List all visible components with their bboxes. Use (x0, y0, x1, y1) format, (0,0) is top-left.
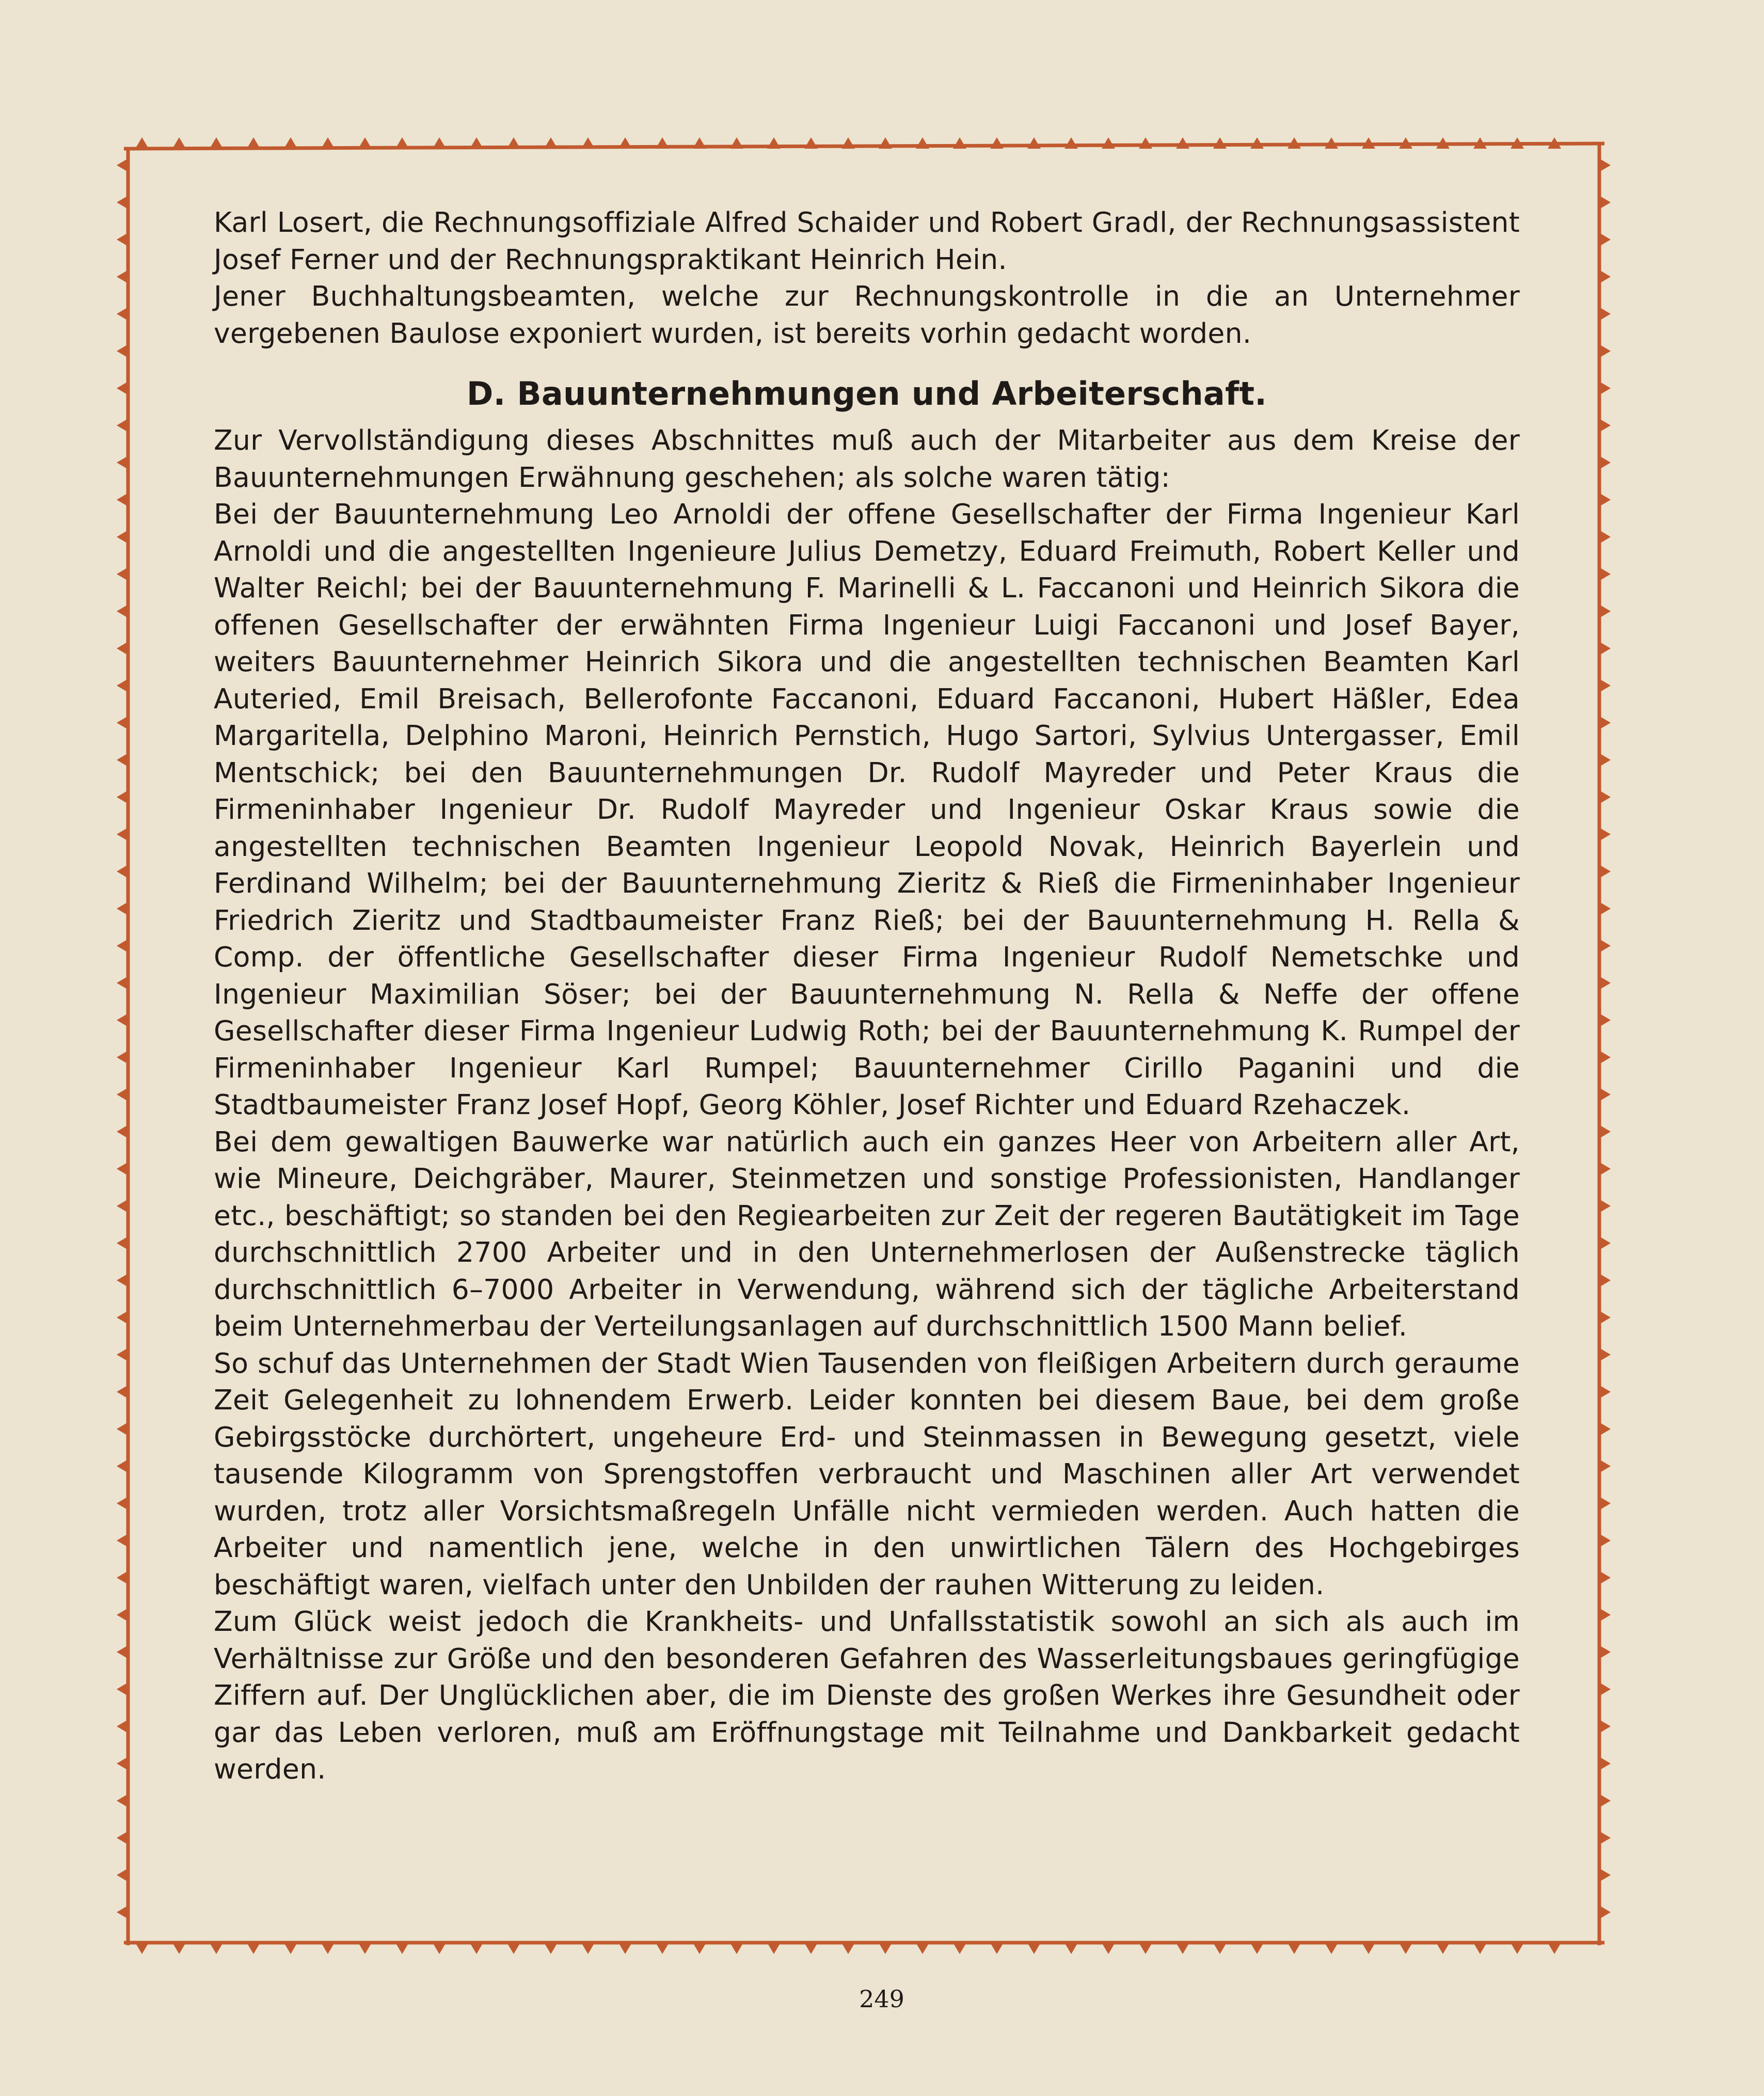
border-ornament (117, 1236, 128, 1250)
border-ornament (804, 1943, 818, 1954)
border-ornament (1548, 1943, 1561, 1954)
border-ornament (1599, 530, 1611, 544)
border-ornament (1599, 1236, 1611, 1250)
border-ornament (1064, 1943, 1078, 1954)
border-ornament (117, 233, 128, 246)
border-ornament (117, 753, 128, 767)
border-ornament (284, 137, 297, 149)
border-ornament (507, 1943, 520, 1954)
border-ornament (953, 1943, 966, 1954)
border-ornament (1599, 382, 1611, 395)
border-ornament (117, 1162, 128, 1176)
border-ornament (730, 137, 743, 149)
border-ornament (1599, 344, 1611, 358)
border-ornament (117, 902, 128, 915)
border-ornament (1599, 716, 1611, 729)
border-ornament (1599, 976, 1611, 990)
border-ornament (117, 679, 128, 692)
page-text (214, 204, 1520, 1788)
border-ornament (1436, 1943, 1450, 1954)
border-ornament (1288, 1943, 1301, 1954)
border-ornament (172, 1943, 186, 1954)
border-ornament (1599, 567, 1611, 581)
border-ornament (395, 1943, 409, 1954)
border-ornament (1599, 1385, 1611, 1399)
border-ornament (247, 137, 260, 149)
border-ornament (990, 1943, 1004, 1954)
border-ornament (1599, 1497, 1611, 1510)
border-ornament (117, 1051, 128, 1064)
border-ornament (117, 1311, 128, 1324)
border-ornament (470, 137, 483, 149)
border-ornament (321, 137, 335, 149)
border-ornament (1176, 137, 1189, 149)
border-ornament (117, 605, 128, 618)
border-ornament (1599, 233, 1611, 246)
border-ornament (1599, 1274, 1611, 1287)
border-ornament (1599, 1831, 1611, 1845)
border-ornament (247, 1943, 260, 1954)
border-ornament (1599, 679, 1611, 692)
border-ornament (1599, 1348, 1611, 1361)
border-ornament (1599, 158, 1611, 172)
border-ornament (117, 1013, 128, 1027)
border-ornament (1599, 753, 1611, 767)
border-ornament (1599, 1906, 1611, 1919)
border-ornament (1599, 1608, 1611, 1622)
border-ornament (1599, 902, 1611, 915)
border-ornament (1362, 1943, 1375, 1954)
border-ornament (135, 1943, 149, 1954)
border-ornament (117, 1274, 128, 1287)
border-ornament (135, 137, 149, 149)
border-ornament (210, 137, 223, 149)
border-ornament (1139, 1943, 1152, 1954)
border-ornament (117, 1571, 128, 1584)
border-ornament (117, 1757, 128, 1770)
border-ornament (1325, 1943, 1338, 1954)
border-ornament (117, 1459, 128, 1473)
border-ornament (117, 456, 128, 469)
border-ornament (117, 1831, 128, 1845)
border-ornament (321, 1943, 335, 1954)
border-ornament (433, 1943, 446, 1954)
border-ornament (1599, 1720, 1611, 1733)
border-ornament (1027, 1943, 1041, 1954)
border-ornament (953, 137, 966, 149)
border-ornament (117, 1199, 128, 1213)
border-ornament (841, 137, 855, 149)
border-ornament (990, 137, 1004, 149)
border-ornament (1599, 1459, 1611, 1473)
border-ornament (804, 137, 818, 149)
border-ornament (117, 307, 128, 321)
page-number: 249 (859, 1985, 904, 2013)
border-ornament (693, 137, 706, 149)
border-ornament (581, 137, 595, 149)
border-ornament (1599, 939, 1611, 952)
border-ornament (117, 1497, 128, 1510)
border-ornament (1599, 1571, 1611, 1584)
border-ornament (1599, 493, 1611, 506)
border-ornament (117, 382, 128, 395)
border-ornament (1176, 1943, 1189, 1954)
border-ornament (1213, 1943, 1227, 1954)
border-ornament (1102, 1943, 1115, 1954)
border-ornament (117, 1088, 128, 1101)
border-ornament (117, 344, 128, 358)
border-ornament (1599, 1311, 1611, 1324)
border-ornament (1599, 1422, 1611, 1436)
border-ornament (916, 1943, 929, 1954)
border-ornament (117, 976, 128, 990)
border-ornament (117, 1385, 128, 1399)
border-ornament (1599, 1645, 1611, 1659)
border-ornament (117, 1794, 128, 1807)
paragraph: Jener Buchhaltungsbeamten, welche zur Rechnungskontrolle in die an Unternehmer vergebenen Baulose exponiert wurden, ist bereits vorhin gedacht worden. (214, 280, 1520, 350)
border-ornament (395, 137, 409, 149)
border-ornament (544, 1943, 558, 1954)
border-ornament (117, 158, 128, 172)
border-ornament (117, 530, 128, 544)
border-ornament (1064, 137, 1078, 149)
border-ornament (117, 1608, 128, 1622)
border-ornament (117, 865, 128, 878)
border-ornament (210, 1943, 223, 1954)
border-ornament (1599, 1534, 1611, 1547)
border-ornament (117, 1645, 128, 1659)
border-ornament (1599, 1757, 1611, 1770)
border-ornament (1599, 1868, 1611, 1882)
paragraph: Zum Glück weist jedoch die Krankheits- und Unfallsstatistik sowohl an sich als auch im Verhältnisse zur Größe und den besonderen Gefahren des Wasserleitungsbaues geringfügige Ziffern auf. Der Unglücklichen aber, die im Dienste des großen Werkes ihre Gesundheit oder gar das Leben verloren, muß am Eröffnungstage mit Teilnahme und Dankbarkeit gedacht werden. (214, 1605, 1520, 1785)
border-ornament (117, 567, 128, 581)
border-ornament (767, 137, 781, 149)
border-ornament (1599, 1162, 1611, 1176)
border-ornament (507, 137, 520, 149)
border-ornament (358, 137, 372, 149)
border-ornament (1399, 1943, 1412, 1954)
border-ornament (117, 1682, 128, 1696)
border-ornament (117, 196, 128, 209)
border-ornament (117, 270, 128, 283)
paragraph: So schuf das Unternehmen der Stadt Wien Tausenden von fleißigen Arbeitern durch geraume Zeit Gelegenheit zu lohnendem Erwerb. Leider konnten bei diesem Baue, bei dem große Gebirgsstöcke durchörtert, ungeheure Erd- und Steinmassen in Bewegung gesetzt, viele tausende Kilogramm von Sprengstoffen verbraucht und Maschinen aller Art verwendet wurden, trotz aller Vorsichtsmaßregeln Unfälle nicht vermieden werden. Auch hatten die Arbeiter und namentlich jene, welche in den unwirtlichen Tälern des Hochgebirges beschäftigt waren, vielfach unter den Unbilden der rauhen Witterung zu leiden. (214, 1346, 1520, 1601)
border-ornament (618, 137, 632, 149)
border-ornament (1473, 1943, 1487, 1954)
border-ornament (879, 1943, 892, 1954)
border-ornament (470, 1943, 483, 1954)
border-ornament (1599, 1794, 1611, 1807)
border-ornament (581, 1943, 595, 1954)
border-ornament (1599, 1682, 1611, 1696)
border-ornament (1599, 605, 1611, 618)
border-ornament (730, 1943, 743, 1954)
border-ornament (1027, 137, 1041, 149)
border-ornament (117, 419, 128, 432)
border-ornament (1599, 196, 1611, 209)
border-ornament (1599, 419, 1611, 432)
border-ornament (916, 137, 929, 149)
border-ornament (1599, 1013, 1611, 1027)
border-ornament (117, 790, 128, 804)
border-ornament (117, 716, 128, 729)
border-ornament (117, 493, 128, 506)
border-ornament (117, 1348, 128, 1361)
border-ornament (1599, 642, 1611, 655)
border-ornament (767, 1943, 781, 1954)
border-ornament (544, 137, 558, 149)
border-ornament (1511, 1943, 1524, 1954)
border-ornament (1599, 828, 1611, 841)
border-ornament (1599, 270, 1611, 283)
border-ornament (618, 1943, 632, 1954)
border-ornament (1599, 1125, 1611, 1138)
border-ornament (1599, 1051, 1611, 1064)
border-ornament (433, 137, 446, 149)
paragraph: Zur Vervollständigung dieses Abschnittes muß auch der Mitarbeiter aus dem Kreise der Bauunternehmungen Erwähnung geschehen; als solche waren tätig: (214, 424, 1520, 494)
border-ornament (1102, 137, 1115, 149)
paragraph: Karl Losert, die Rechnungsoffiziale Alfred Schaider und Robert Gradl, der Rechnungsassistent Josef Ferner und der Rechnungspraktikant Heinrich Hein. (214, 206, 1520, 276)
section-heading: D. Bauunternehmungen und Arbeiterschaft. (466, 375, 1267, 412)
border-ornament (1250, 1943, 1264, 1954)
border-ornament (1139, 137, 1152, 149)
border-ornament (117, 828, 128, 841)
border-ornament (117, 1422, 128, 1436)
paragraph: Bei der Bauunternehmung Leo Arnoldi der offene Gesellschafter der Firma Ingenieur Karl Arnoldi und die angestellten Ingenieure Julius Demetzy, Eduard Freimuth, Robert Keller und Walter Reichl; bei der Bauunternehmung F. Marinelli & L. Faccanoni und Heinrich Sikora die offenen Gesellschafter der erwähnten Firma Ingenieur Luigi Faccanoni und Josef Bayer, weiters Bauunternehmer Heinrich Sikora und die angestellten technischen Beamten Karl Auteried, Emil Breisach, Bellerofonte Faccanoni, Eduard Faccanoni, Hubert Häßler, Edea Margaritella, Delphino Maroni, Heinrich Pernstich, Hugo Sartori, Sylvius Untergasser, Emil Mentschick; bei den Bauunternehmungen Dr. Rudolf Mayreder und Peter Kraus die Firmeninhaber Ingenieur Dr. Rudolf Mayreder und Ingenieur Oskar Kraus sowie die angestellten technischen Beamten Ingenieur Leopold Novak, Heinrich Bayerlein und Ferdinand Wilhelm; bei der Bauunternehmung Zieritz & Rieß die Firmeninhaber Ingenieur Friedrich Zieritz und Stadtbaumeister Franz Rieß; bei der Bauunternehmung H. Rella & Comp. der öffentliche Gesellschafter dieser Firma Ingenieur Rudolf Nemetschke und Ingenieur Maximilian Söser; bei der Bauunternehmung N. Rella & Neffe der offene Gesellschafter dieser Firma Ingenieur Ludwig Roth; bei der Bauunternehmung K. Rumpel der Firmeninhaber Ingenieur Karl Rumpel; Bauunternehmer Cirillo Paganini und die Stadtbaumeister Franz Josef Hopf, Georg Köhler, Josef Richter und Eduard Rzehaczek. (214, 498, 1520, 1121)
border-ornament (1599, 1088, 1611, 1101)
border-ornament (117, 1868, 128, 1882)
border-ornament (841, 1943, 855, 1954)
border-ornament (1599, 790, 1611, 804)
border-ornament (1213, 137, 1227, 149)
border-ornament (358, 1943, 372, 1954)
border-ornament (117, 1906, 128, 1919)
border-ornament (117, 939, 128, 952)
border-ornament (1599, 865, 1611, 878)
border-ornament (172, 137, 186, 149)
border-ornament (117, 1125, 128, 1138)
border-ornament (656, 137, 669, 149)
paragraph: Bei dem gewaltigen Bauwerke war natürlich auch ein ganzes Heer von Arbeitern aller Art, wie Mineure, Deichgräber, Maurer, Steinmetzen und sonstige Professionisten, Handlanger etc., beschäftigt; so standen bei den Regiearbeiten zur Zeit der regeren Bautätigkeit im Tage durchschnittlich 2700 Arbeiter und in den Unternehmerlosen der Außenstrecke täglich durchschnittlich 6–7000 Arbeiter in Verwendung, während sich der tägliche Arbeiterstand beim Unternehmerbau der Verteilungsanlagen auf durchschnittlich 1500 Mann belief. (214, 1125, 1520, 1342)
border-ornament (117, 642, 128, 655)
border-ornament (693, 1943, 706, 1954)
border-ornament (1599, 456, 1611, 469)
border-ornament (284, 1943, 297, 1954)
border-ornament (879, 137, 892, 149)
border-ornament (117, 1720, 128, 1733)
border-ornament (117, 1534, 128, 1547)
border-ornament (1599, 307, 1611, 321)
border-ornament (656, 1943, 669, 1954)
border-ornament (1599, 1199, 1611, 1213)
